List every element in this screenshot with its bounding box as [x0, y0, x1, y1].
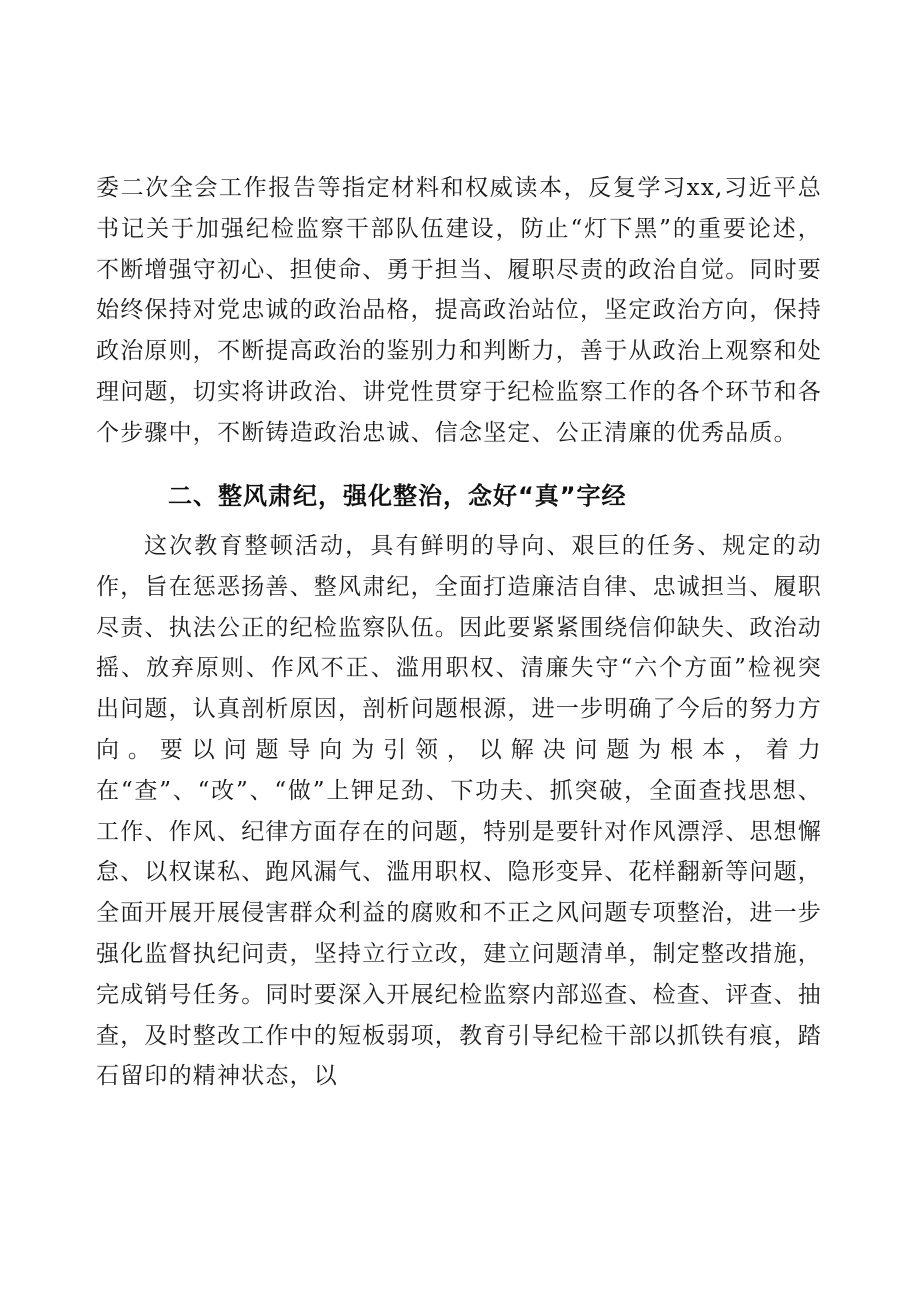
body-paragraph-continued: 委二次全会工作报告等指定材料和权威读本，反复学习xx,习近平总书记关于加强纪检监察干部队伍建设，防止“灯下黑”的重要论述，不断增强守初心、担使命、勇于担当、履职尽责的政治自觉。同时要始终保持对党忠诚的政治品格，提高政治站位，坚定政治方向，保持政治原则，不断提高政治的鉴别力和判断力，善于从政治上观察和处理问题，切实将讲政治、讲党性贯穿于纪检监察工作的各个环节和各个步骤中，不断铸造政治忠诚、信念坚定、公正清廉的优秀品质。	[96, 175, 822, 446]
body-paragraph: 这次教育整顿活动，具有鲜明的导向、艰巨的任务、规定的动作，旨在惩恶扬善、整风肃纪，全面打造廉洁自律、忠诚担当、履职尽责、执法公正的纪检监察队伍。因此要紧紧围绕信仰缺失、政治动摇、放弃原则、作风不正、滥用职权、清廉失守“六个方面”检视突出问题，认真剖析原因，剖析问题根源，进一步明确了今后的努力方向。要以问题导向为引领，以解决问题为根本，着力在“查”、“改”、“做”上钾足劲、下功夫、抓突破，全面查找思想、工作、作风、纪律方面存在的问题，特别是要针对作风漂浮、思想懈怠、以权谋私、跑风漏气、滥用职权、隐形变异、花样翻新等问题，全面开展开展侵害群众利益的腐败和不正之风问题专项整治，进一步强化监督执纪问责，坚持立行立改，建立问题清单，制定整改措施，完成销号任务。同时要深入开展纪检监察内部巡查、检查、评查、抽查，及时整改工作中的短板弱项，教育引导纪检干部以抓铁有痕，踏石留印的精神状态，以	[96, 533, 822, 1090]
section-heading: 二、整风肃纪，强化整治，念好“真”字经	[168, 482, 627, 510]
